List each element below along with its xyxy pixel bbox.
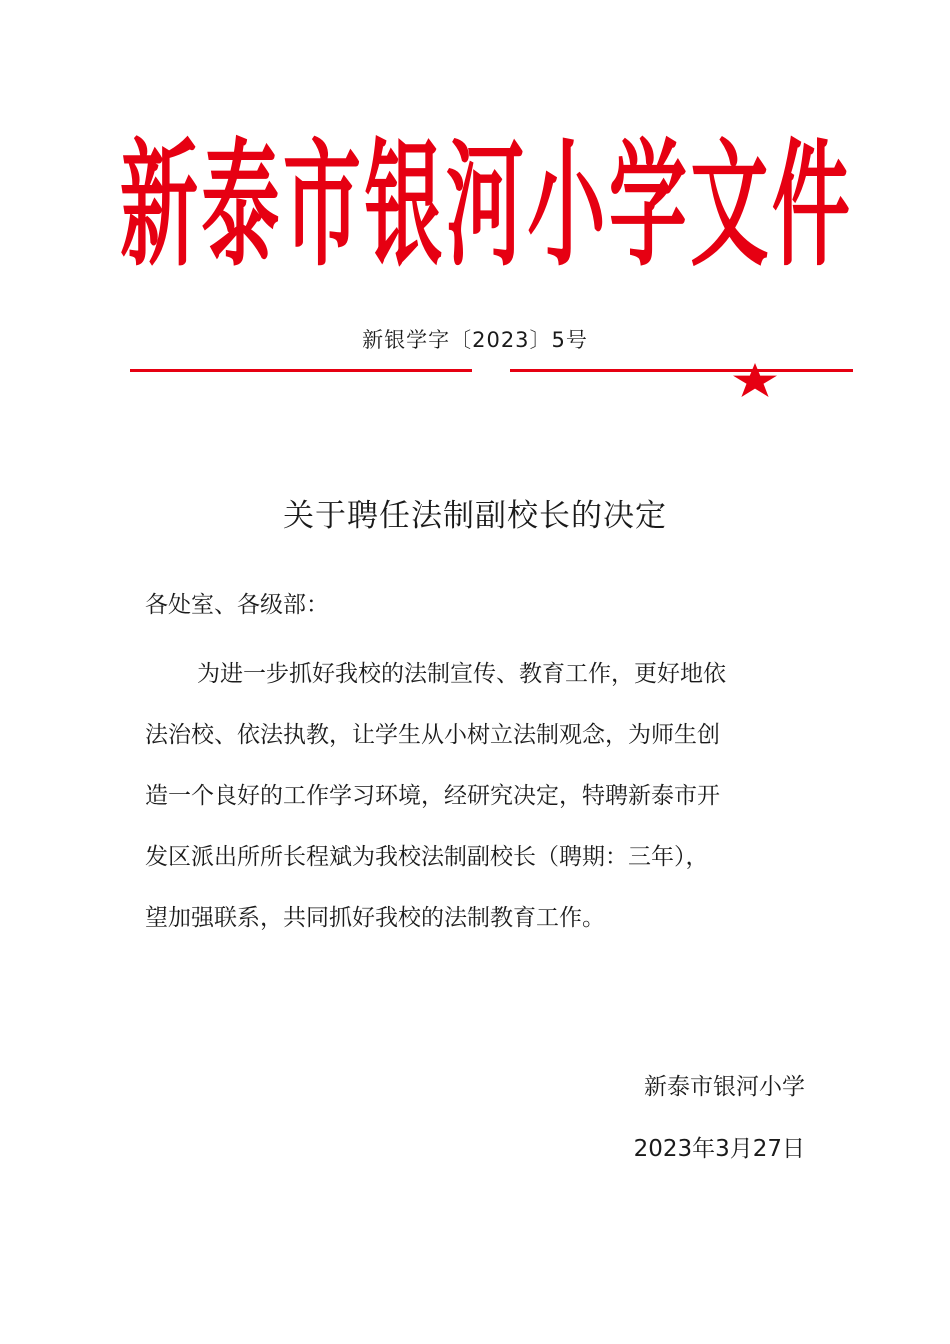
letterhead-char: 河 (445, 128, 524, 286)
body-line: 为进一步抓好我校的法制宣传、教育工作，更好地依 (197, 661, 726, 687)
letterhead-char: 新 (120, 128, 199, 286)
red-rule-right (510, 369, 853, 372)
red-star-icon (732, 362, 778, 398)
document-title: 关于聘任法制副校长的决定 (283, 498, 667, 534)
body-line: 发区派出所所长程斌为我校法制副校长（聘期：三年）， (145, 844, 709, 870)
letterhead-char: 小 (527, 128, 606, 286)
document-number: 新银学字〔2023〕5号 (362, 328, 588, 352)
salutation: 各处室、各级部： (145, 592, 329, 618)
letterhead-char: 银 (364, 128, 443, 286)
body-line: 法治校、依法执教，让学生从小树立法制观念，为师生创 (145, 722, 720, 748)
body-line: 造一个良好的工作学习环境，经研究决定，特聘新泰市开 (145, 783, 720, 809)
letterhead-char: 学 (608, 128, 687, 286)
letterhead-char: 文 (690, 128, 769, 286)
body-paragraph (145, 644, 790, 949)
letterhead-char: 件 (771, 128, 850, 286)
letterhead-char: 市 (282, 128, 361, 286)
body-line: 望加强联系，共同抓好我校的法制教育工作。 (145, 905, 605, 931)
letterhead-title (120, 128, 850, 286)
signature-organization: 新泰市银河小学 (644, 1074, 805, 1100)
document-date: 2023年3月27日 (633, 1136, 805, 1162)
letterhead-char: 泰 (201, 128, 280, 286)
red-rule-left (130, 369, 472, 372)
